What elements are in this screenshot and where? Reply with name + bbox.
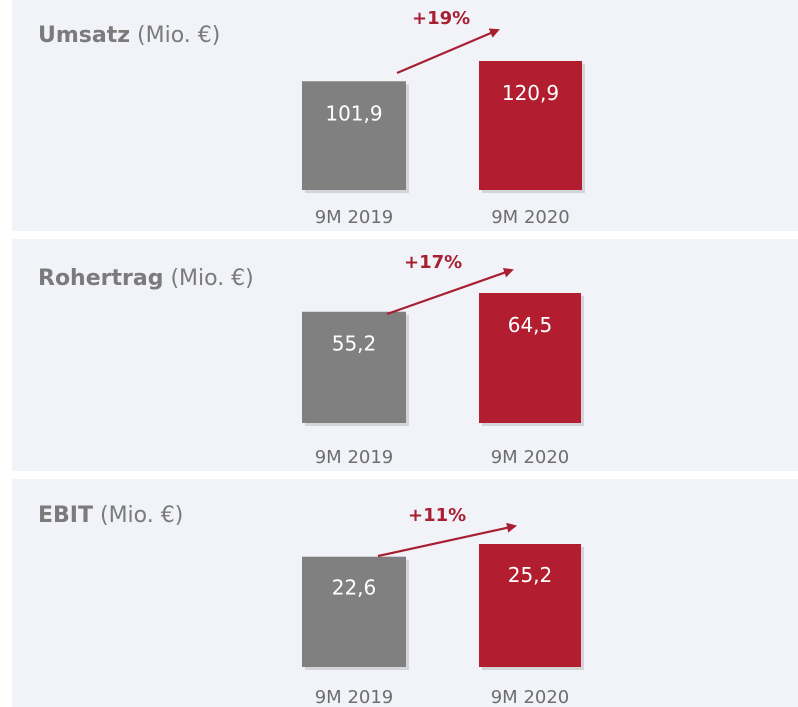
growth-label: +11% — [408, 505, 467, 526]
chart-title-metric: Rohertrag — [38, 266, 164, 291]
bar-value-label: 120,9 — [501, 81, 560, 105]
chart-panel-ebit — [12, 479, 798, 707]
bar-value-label: 64,5 — [507, 313, 553, 337]
category-label: 9M 2019 — [314, 687, 394, 707]
bar-2019 — [302, 81, 406, 190]
category-label: 9M 2019 — [314, 447, 394, 468]
chart-title-unit: (Mio. €) — [130, 23, 221, 48]
growth-label: +17% — [404, 252, 463, 273]
bar-chart-rohertrag — [12, 239, 798, 471]
bar-value-label: 22,6 — [331, 575, 377, 600]
bar-value-label: 25,2 — [507, 563, 553, 587]
chart-title-unit: (Mio. €) — [163, 266, 254, 291]
growth-label: +19% — [412, 8, 471, 29]
category-label: 9M 2020 — [490, 447, 570, 468]
chart-panel-umsatz — [12, 0, 798, 231]
bar-value-label: 101,9 — [325, 101, 383, 126]
bar-value-label: 55,2 — [331, 331, 377, 356]
bar-2019 — [302, 557, 406, 667]
chart-title-metric: Umsatz — [38, 23, 131, 48]
bar-chart-umsatz — [12, 0, 798, 231]
category-label: 9M 2020 — [490, 687, 570, 707]
category-label: 9M 2020 — [491, 207, 570, 228]
chart-title-metric: EBIT — [38, 503, 93, 528]
chart-title-unit: (Mio. €) — [93, 503, 184, 528]
bar-2019 — [302, 312, 406, 423]
category-label: 9M 2019 — [314, 207, 394, 228]
bar-chart-ebit — [12, 479, 798, 707]
chart-panel-rohertrag — [12, 239, 798, 471]
